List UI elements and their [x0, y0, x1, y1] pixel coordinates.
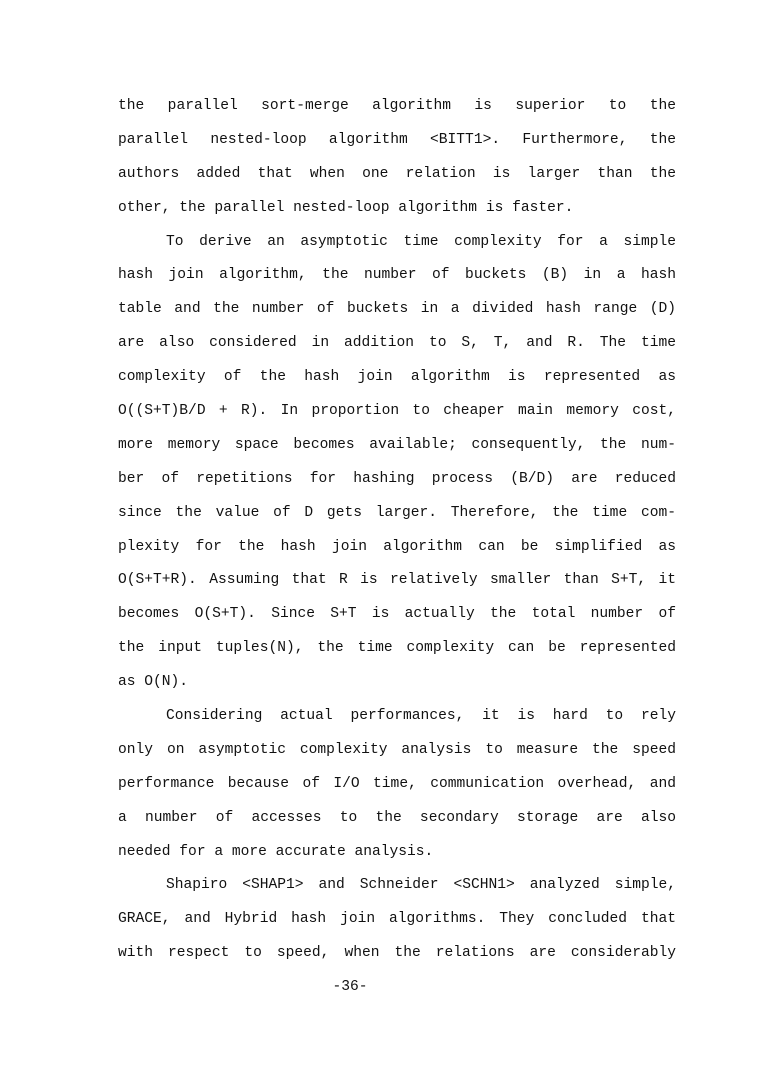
text-line: with respect to speed, when the relations are considerably	[118, 945, 676, 962]
text-line: Considering actual performances, it is hard to rely	[166, 708, 676, 725]
text-line: becomes O(S+T). Since S+T is actually the total number of	[118, 606, 676, 623]
text-line: O((S+T)B/D + R). In proportion to cheaper main memory cost,	[118, 403, 676, 420]
paragraph	[118, 96, 676, 232]
body-text	[118, 96, 676, 977]
text-line: needed for a more accurate analysis.	[118, 843, 434, 860]
text-line: since the value of D gets larger. Therefore, the time com-	[118, 504, 676, 521]
text-line: To derive an asymptotic time complexity for a simple	[166, 233, 676, 250]
text-line: a number of accesses to the secondary storage are also	[118, 809, 676, 826]
text-line: parallel nested-loop algorithm <BITT1>. Furthermore, the	[118, 131, 676, 148]
page-number: -36-	[332, 979, 368, 995]
paragraph	[118, 875, 676, 977]
text-line: more memory space becomes available; consequently, the num-	[118, 436, 676, 453]
text-line: performance because of I/O time, communication overhead, and	[118, 775, 676, 792]
text-line: the input tuples(N), the time complexity can be represented	[118, 640, 676, 657]
text-line: as O(N).	[118, 674, 189, 691]
text-line: GRACE, and Hybrid hash join algorithms. They concluded that	[118, 911, 676, 928]
text-line: table and the number of buckets in a divided hash range (D)	[118, 301, 676, 318]
text-line: the parallel sort-merge algorithm is superior to the	[118, 98, 676, 114]
text-line: ber of repetitions for hashing process (B/D) are reduced	[118, 470, 676, 487]
text-line: O(S+T+R). Assuming that R is relatively smaller than S+T, it	[118, 572, 676, 589]
text-line: complexity of the hash join algorithm is represented as	[118, 369, 676, 386]
text-line: plexity for the hash join algorithm can be simplified as	[118, 538, 676, 555]
paragraph	[118, 706, 676, 875]
text-line: hash join algorithm, the number of buckets (B) in a hash	[118, 267, 676, 284]
text-line: are also considered in addition to S, T, and R. The time	[118, 335, 676, 352]
paragraph	[118, 232, 676, 706]
text-line: Shapiro <SHAP1> and Schneider <SCHN1> analyzed simple,	[166, 877, 676, 894]
text-line: authors added that when one relation is larger than the	[118, 165, 676, 182]
text-line: other, the parallel nested-loop algorithm is faster.	[118, 199, 574, 216]
text-line: only on asymptotic complexity analysis to measure the speed	[118, 741, 676, 758]
